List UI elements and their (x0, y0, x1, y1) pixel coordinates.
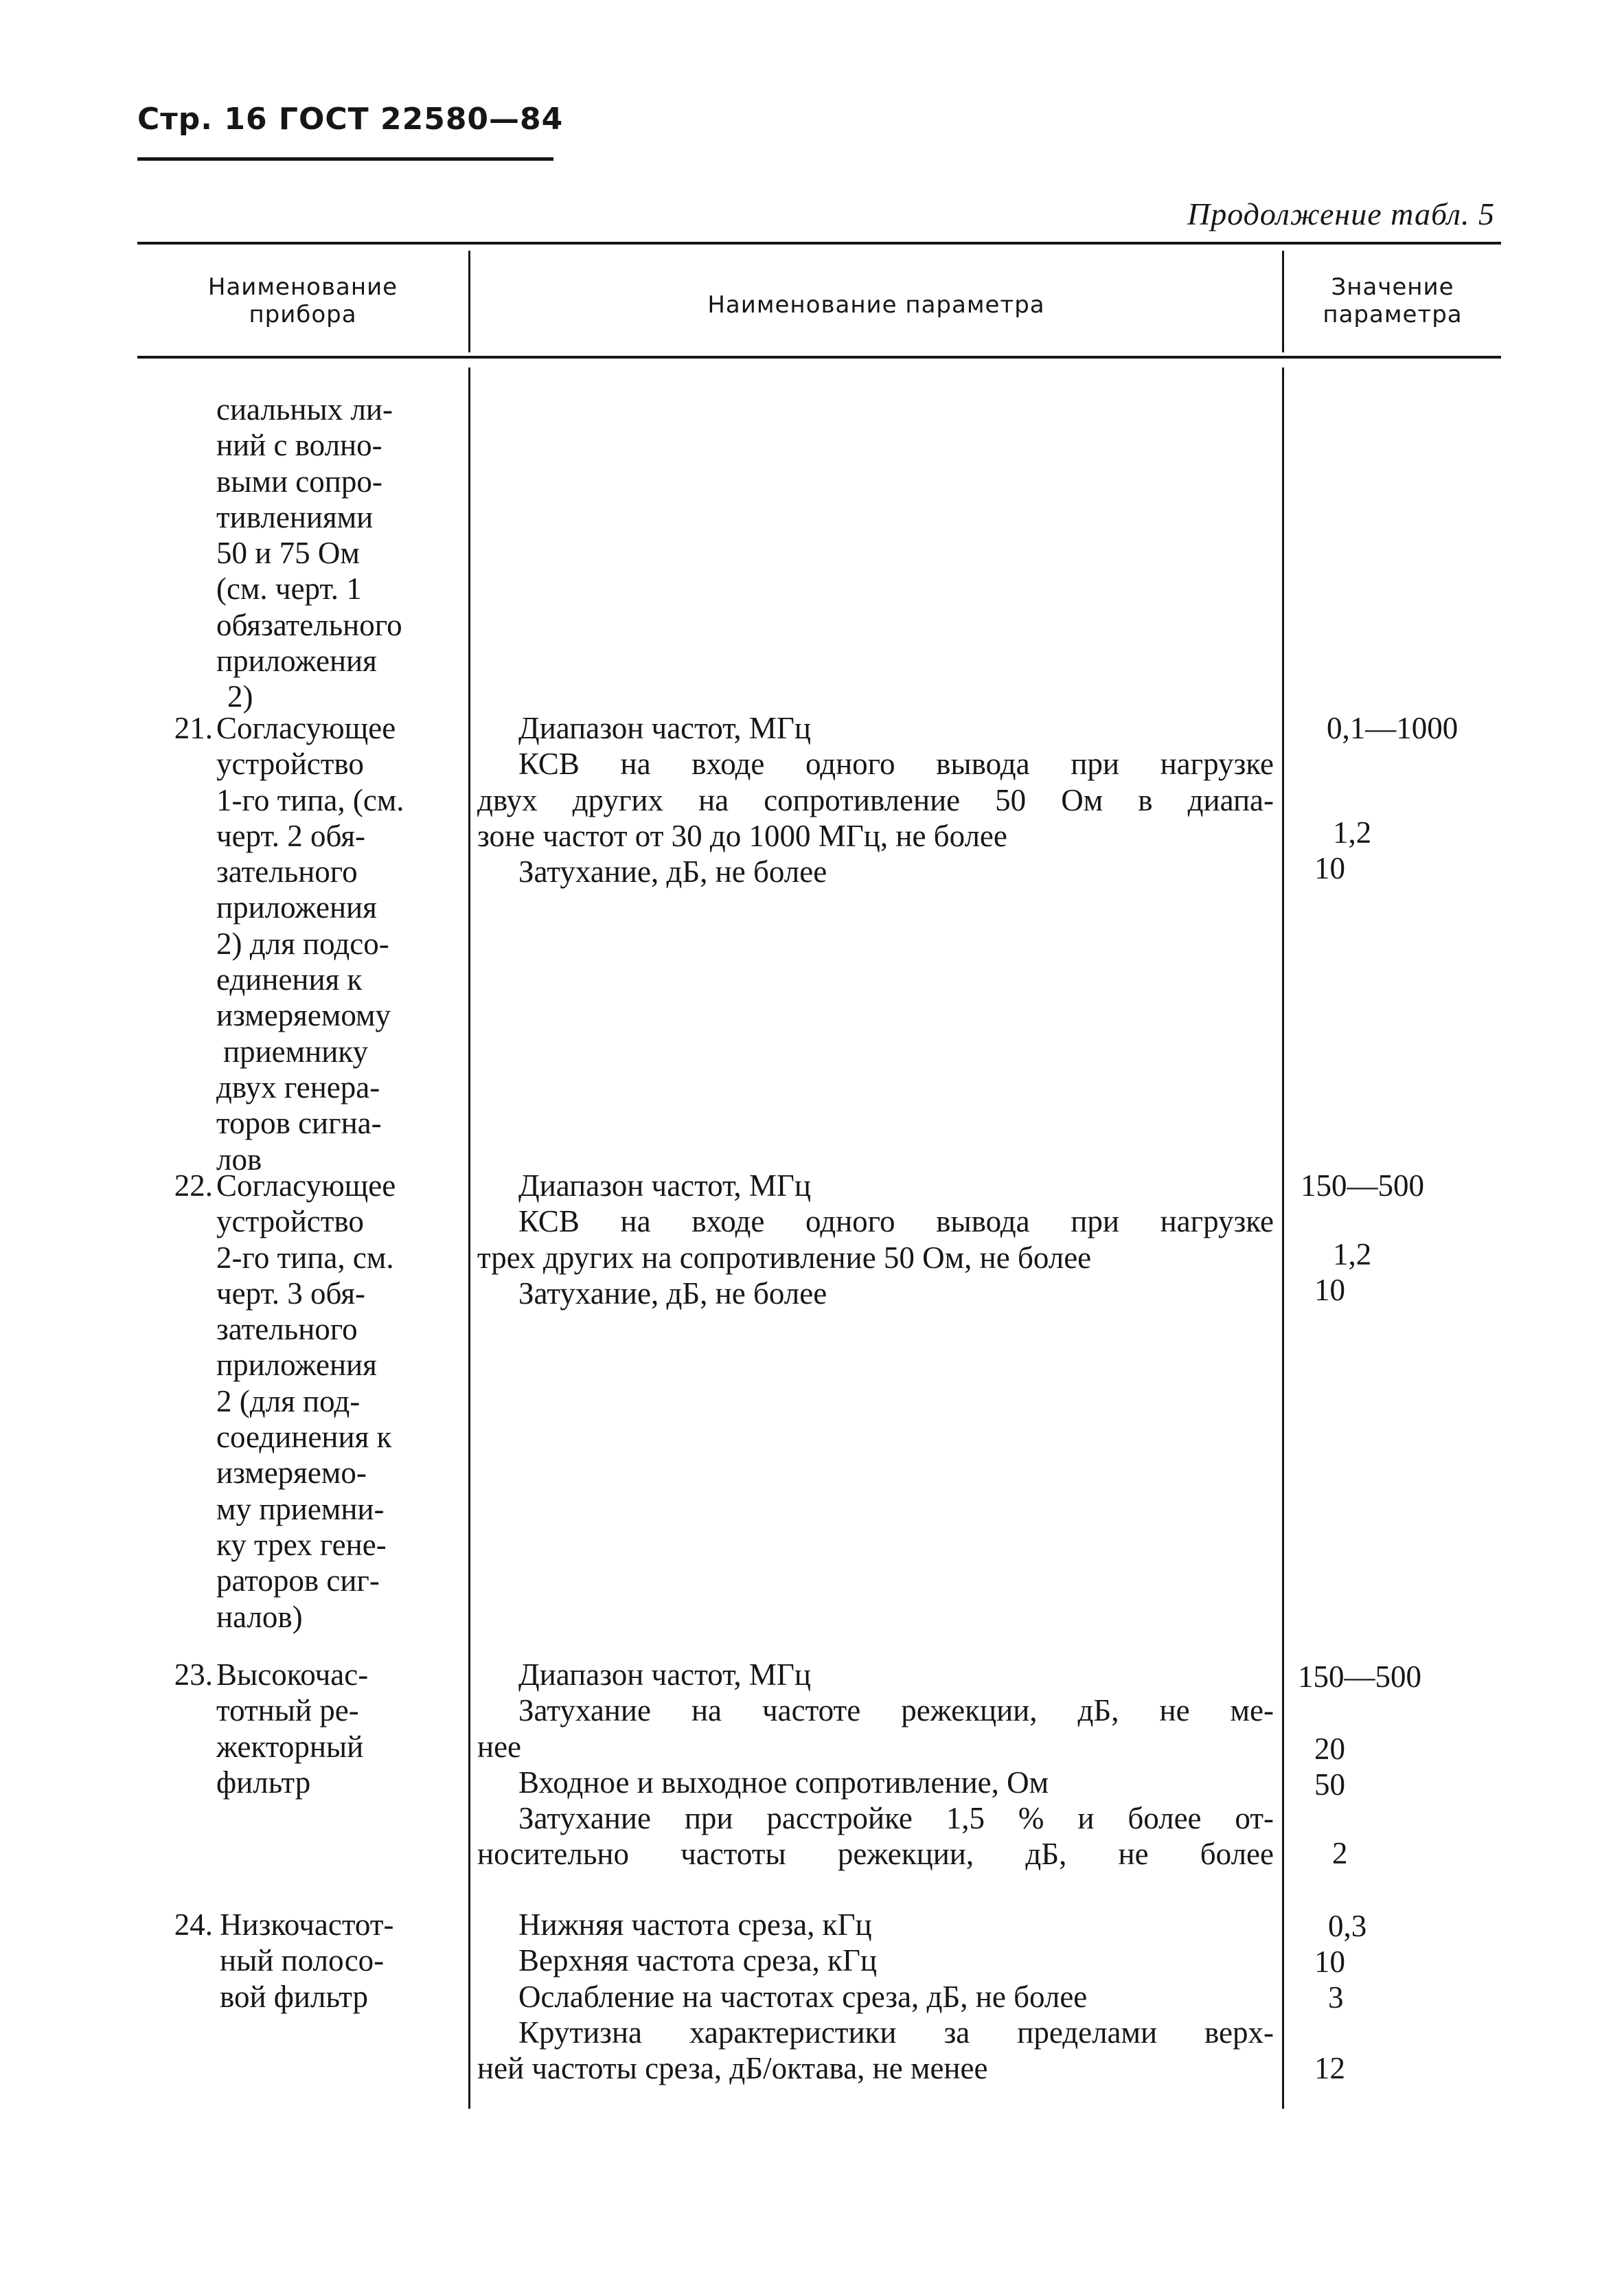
parameter-value: 1,2 (1333, 1237, 1372, 1271)
device-name (216, 1168, 396, 1635)
column-header-device (137, 273, 468, 328)
device-line: налов) (216, 1599, 303, 1634)
device-line: 2 (для под- (216, 1383, 361, 1418)
device-line: обязательного (216, 607, 402, 642)
parameter-value: 150—500 (1301, 1168, 1424, 1203)
parameter-item (477, 746, 1274, 854)
column-header-value-line-1: Значение (1331, 273, 1454, 301)
device-line: тотный ре- (216, 1693, 359, 1728)
row-number: 23. (174, 1657, 213, 1692)
parameter-line: Диапазон частот, МГц (518, 1657, 812, 1692)
parameter-line: Нижняя частота среза, кГц (518, 1907, 872, 1942)
device-line: Высокочас- (216, 1657, 369, 1692)
parameter-line: ней частоты среза, дБ/октава, не менее (477, 2051, 988, 2086)
parameter-line: Крутизна характеристики за пределами верх- (518, 2015, 1274, 2050)
parameter-line: носительно частоты режекции, дБ, не более (477, 1837, 1274, 1872)
parameter-block (477, 1657, 1274, 1872)
column-header-parameter: Наименование параметра (707, 291, 1045, 319)
device-line: фильтр (216, 1765, 311, 1800)
parameter-line: нее (477, 1729, 522, 1764)
table-top-rule (137, 242, 1501, 245)
device-line: зательного (216, 854, 358, 890)
device-line: устройство (216, 1204, 364, 1239)
parameter-value: 3 (1328, 1980, 1344, 2015)
parameter-item (477, 1800, 1274, 1872)
device-line: Низкочастот- (220, 1907, 394, 1942)
parameter-value: 0,1—1000 (1327, 711, 1459, 745)
parameter-value: 0,3 (1328, 1909, 1367, 1943)
parameter-item (477, 1168, 1274, 1203)
device-line: 50 и 75 Ом (216, 536, 360, 571)
parameter-line: Диапазон частот, МГц (518, 1168, 812, 1203)
parameter-line: зоне частот от 30 до 1000 МГц, не более (477, 818, 1007, 853)
device-line: черт. 3 обя- (216, 1276, 366, 1311)
device-line: 1-го типа, (см. (216, 782, 404, 817)
device-line: измеряемо- (216, 1455, 367, 1491)
parameter-item (477, 710, 1274, 746)
device-line: приемнику (223, 1034, 369, 1069)
device-line: му приемни- (216, 1491, 385, 1526)
parameter-line: Ослабление на частотах среза, дБ, не более (518, 1979, 1088, 2014)
device-line: двух генера- (216, 1069, 380, 1104)
parameter-line: Верхняя частота среза, кГц (518, 1943, 877, 1978)
parameter-value: 1,2 (1333, 815, 1372, 850)
device-line: лов (216, 1142, 262, 1177)
device-line: ний с волно- (216, 428, 382, 463)
row-number: 22. (174, 1168, 213, 1203)
device-line: сиальных ли- (216, 392, 393, 427)
device-line: устройство (216, 747, 364, 782)
parameter-line: КСВ на входе одного вывода при нагрузке (518, 1204, 1274, 1239)
device-line: приложения (216, 1348, 377, 1383)
column-divider-2-body (1282, 367, 1284, 2109)
column-header-value (1284, 273, 1501, 328)
parameter-item (477, 1276, 1274, 1311)
device-line: выми сопро- (216, 464, 382, 499)
device-line: раторов сиг- (216, 1563, 380, 1598)
parameter-line: Затухание, дБ, не более (518, 1276, 827, 1311)
parameter-line: Входное и выходное сопротивление, Ом (518, 1765, 1049, 1800)
column-header-device-line-1: Наименование (207, 273, 398, 301)
parameter-item (477, 1765, 1274, 1800)
device-line: ку трех гене- (216, 1527, 387, 1562)
parameter-line: Затухание при расстройке 1,5 % и более от- (518, 1801, 1274, 1836)
row-number: 21. (174, 711, 213, 745)
device-line: зательного (216, 1312, 358, 1347)
device-line: жекторный (216, 1729, 364, 1764)
device-name (216, 710, 404, 1177)
parameter-item (477, 1692, 1274, 1765)
parameter-line: Затухание на частоте режекции, дБ, не ме- (518, 1693, 1274, 1728)
device-line: черт. 2 обя- (216, 818, 366, 853)
parameter-item (477, 1942, 1274, 1978)
parameter-item (477, 1979, 1274, 2015)
device-line: соединения к (216, 1420, 392, 1455)
header-underline (137, 157, 553, 161)
standard-designation: ГОСТ 22580—84 (278, 102, 564, 137)
device-line: ный полосо- (220, 1943, 385, 1978)
page-header (137, 102, 563, 137)
parameter-value: 20 (1314, 1732, 1345, 1766)
parameter-value: 50 (1314, 1767, 1345, 1802)
device-line: измеряемому (216, 998, 391, 1033)
parameter-value: 10 (1314, 1273, 1345, 1307)
device-line: Согласующее (216, 711, 396, 745)
device-line: 2) (227, 679, 253, 714)
device-line: торов сигна- (216, 1106, 382, 1141)
parameter-item (477, 1203, 1274, 1276)
parameter-line: Диапазон частот, МГц (518, 711, 812, 745)
parameter-line: Затухание, дБ, не более (518, 854, 827, 890)
parameter-value: 150—500 (1298, 1659, 1421, 1694)
device-line: (см. черт. 1 (216, 571, 362, 607)
parameter-item (477, 854, 1274, 890)
parameter-item (477, 1657, 1274, 1692)
device-line: Согласующее (216, 1168, 396, 1203)
parameter-block (477, 710, 1274, 890)
table-header-rule (137, 356, 1501, 359)
page-label: Стр. (137, 102, 214, 137)
parameter-value: 10 (1314, 851, 1345, 885)
device-line: приложения (216, 890, 377, 925)
parameter-block (477, 1168, 1274, 1311)
column-header-value-line-2: параметра (1323, 301, 1463, 328)
device-line: тивлениями (216, 499, 374, 534)
parameter-item (477, 1907, 1274, 1942)
parameter-block (477, 1907, 1274, 2086)
device-line: единения к (216, 962, 363, 997)
parameter-value: 10 (1314, 1945, 1345, 1979)
device-line: 2) для подсо- (216, 926, 389, 961)
parameter-line: двух других на сопротивление 50 Ом в диапа- (477, 782, 1274, 817)
device-line: вой фильтр (220, 1979, 368, 2014)
parameter-line: КСВ на входе одного вывода при нагрузке (518, 747, 1274, 782)
parameter-line: трех других на сопротивление 50 Ом, не более (477, 1240, 1092, 1275)
device-line: 2-го типа, см. (216, 1240, 394, 1275)
device-line: приложения (216, 644, 377, 679)
device-name (216, 1657, 368, 1800)
parameter-value: 2 (1332, 1836, 1348, 1870)
carryover-device-text (216, 392, 402, 715)
row-number: 24. (174, 1907, 213, 1942)
column-divider-1-body (468, 367, 470, 2109)
device-name (220, 1907, 393, 2015)
page-number: 16 (224, 102, 268, 137)
parameter-value: 12 (1314, 2051, 1345, 2085)
column-header-device-line-2: прибора (249, 301, 357, 328)
parameter-item (477, 2015, 1274, 2087)
table-continuation-label: Продолжение табл. 5 (1187, 196, 1495, 231)
